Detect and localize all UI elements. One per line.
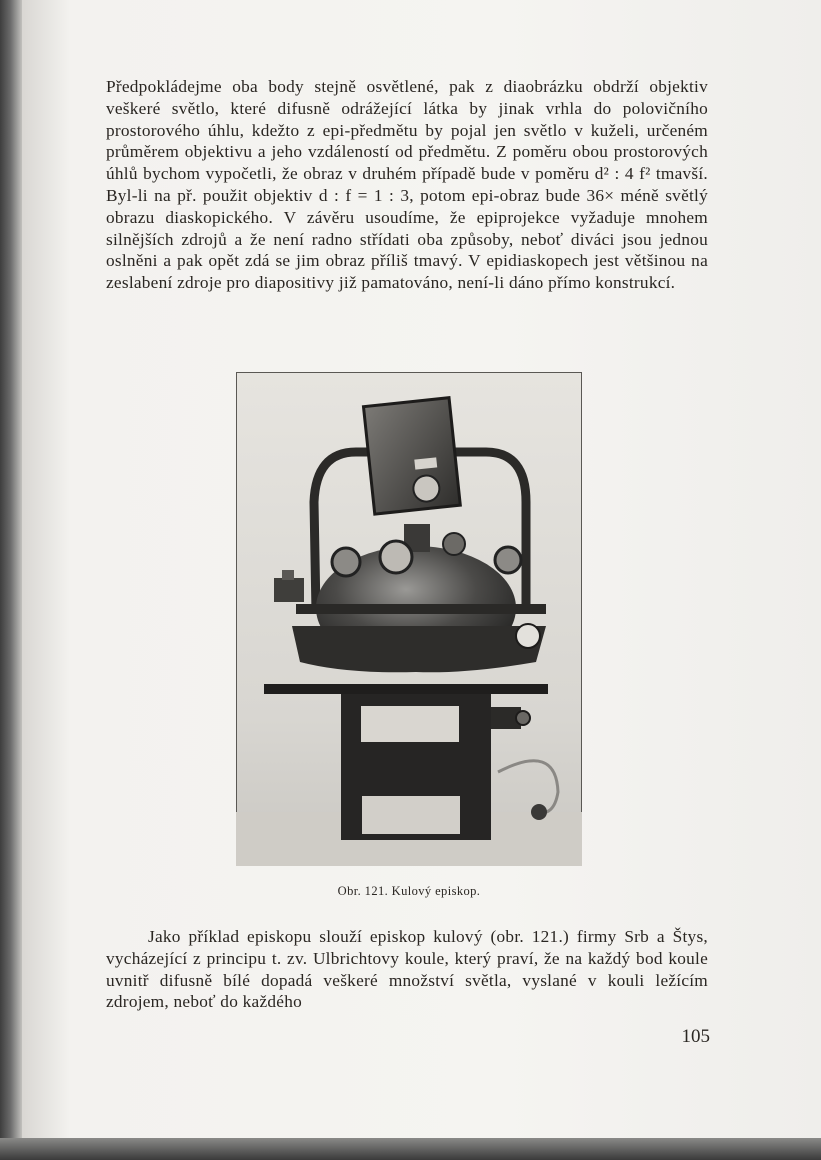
page-bottom-shadow	[0, 1138, 821, 1160]
figure-caption: Obr. 121. Kulový episkop.	[337, 884, 481, 898]
figure-photo-spherical-episcope	[236, 372, 582, 866]
body-paragraph-2: Jako příklad episkopu slouží episkop kulový (obr. 121.) firmy Srb a Štys, vycházející z principu t. zv. Ulbrichtovy koule, který praví, že na každý bod koule uvnitř difusně bílé dopadá veškeré množství světla, vyslané v kouli ležícím zdrojem, neboť do každého	[106, 927, 708, 1012]
page-number: 105	[681, 1026, 710, 1047]
episcope-photo-illustration	[236, 372, 582, 866]
body-paragraph-1: Předpokládejme oba body stejně osvětlené, pak z diaobrázku obdrží objektiv veškeré světlo, které difusně odrážející látka by jinak vrhla do polovičního prostorového úhlu, kdežto z epi-předmětu by pojal jen světlo v kuželi, určeném průměrem objektivu a jeho vzdáleností od předmětu. Z poměru obou prostorových úhlů bychom vypočetli, že obraz v druhém případě bude v poměru d² : 4 f² tmavší. Byl-li na př. použit objektiv d : f = 1 : 3, potom epi-obraz bude 36× méně světlý obrazu diaskopického. V závěru usoudíme, že epiprojekce vyžaduje mnohem silnějších zdrojů a že není radno střídati oba způsoby, neboť diváci jsou jednou oslněni a pak opět zdá se jim obraz příliš tmavý. V epidiaskopech jest většinou na zeslabení zdroje pro diapositivy již pamatováno, není-li dáno přímo konstrukcí.	[106, 77, 708, 293]
